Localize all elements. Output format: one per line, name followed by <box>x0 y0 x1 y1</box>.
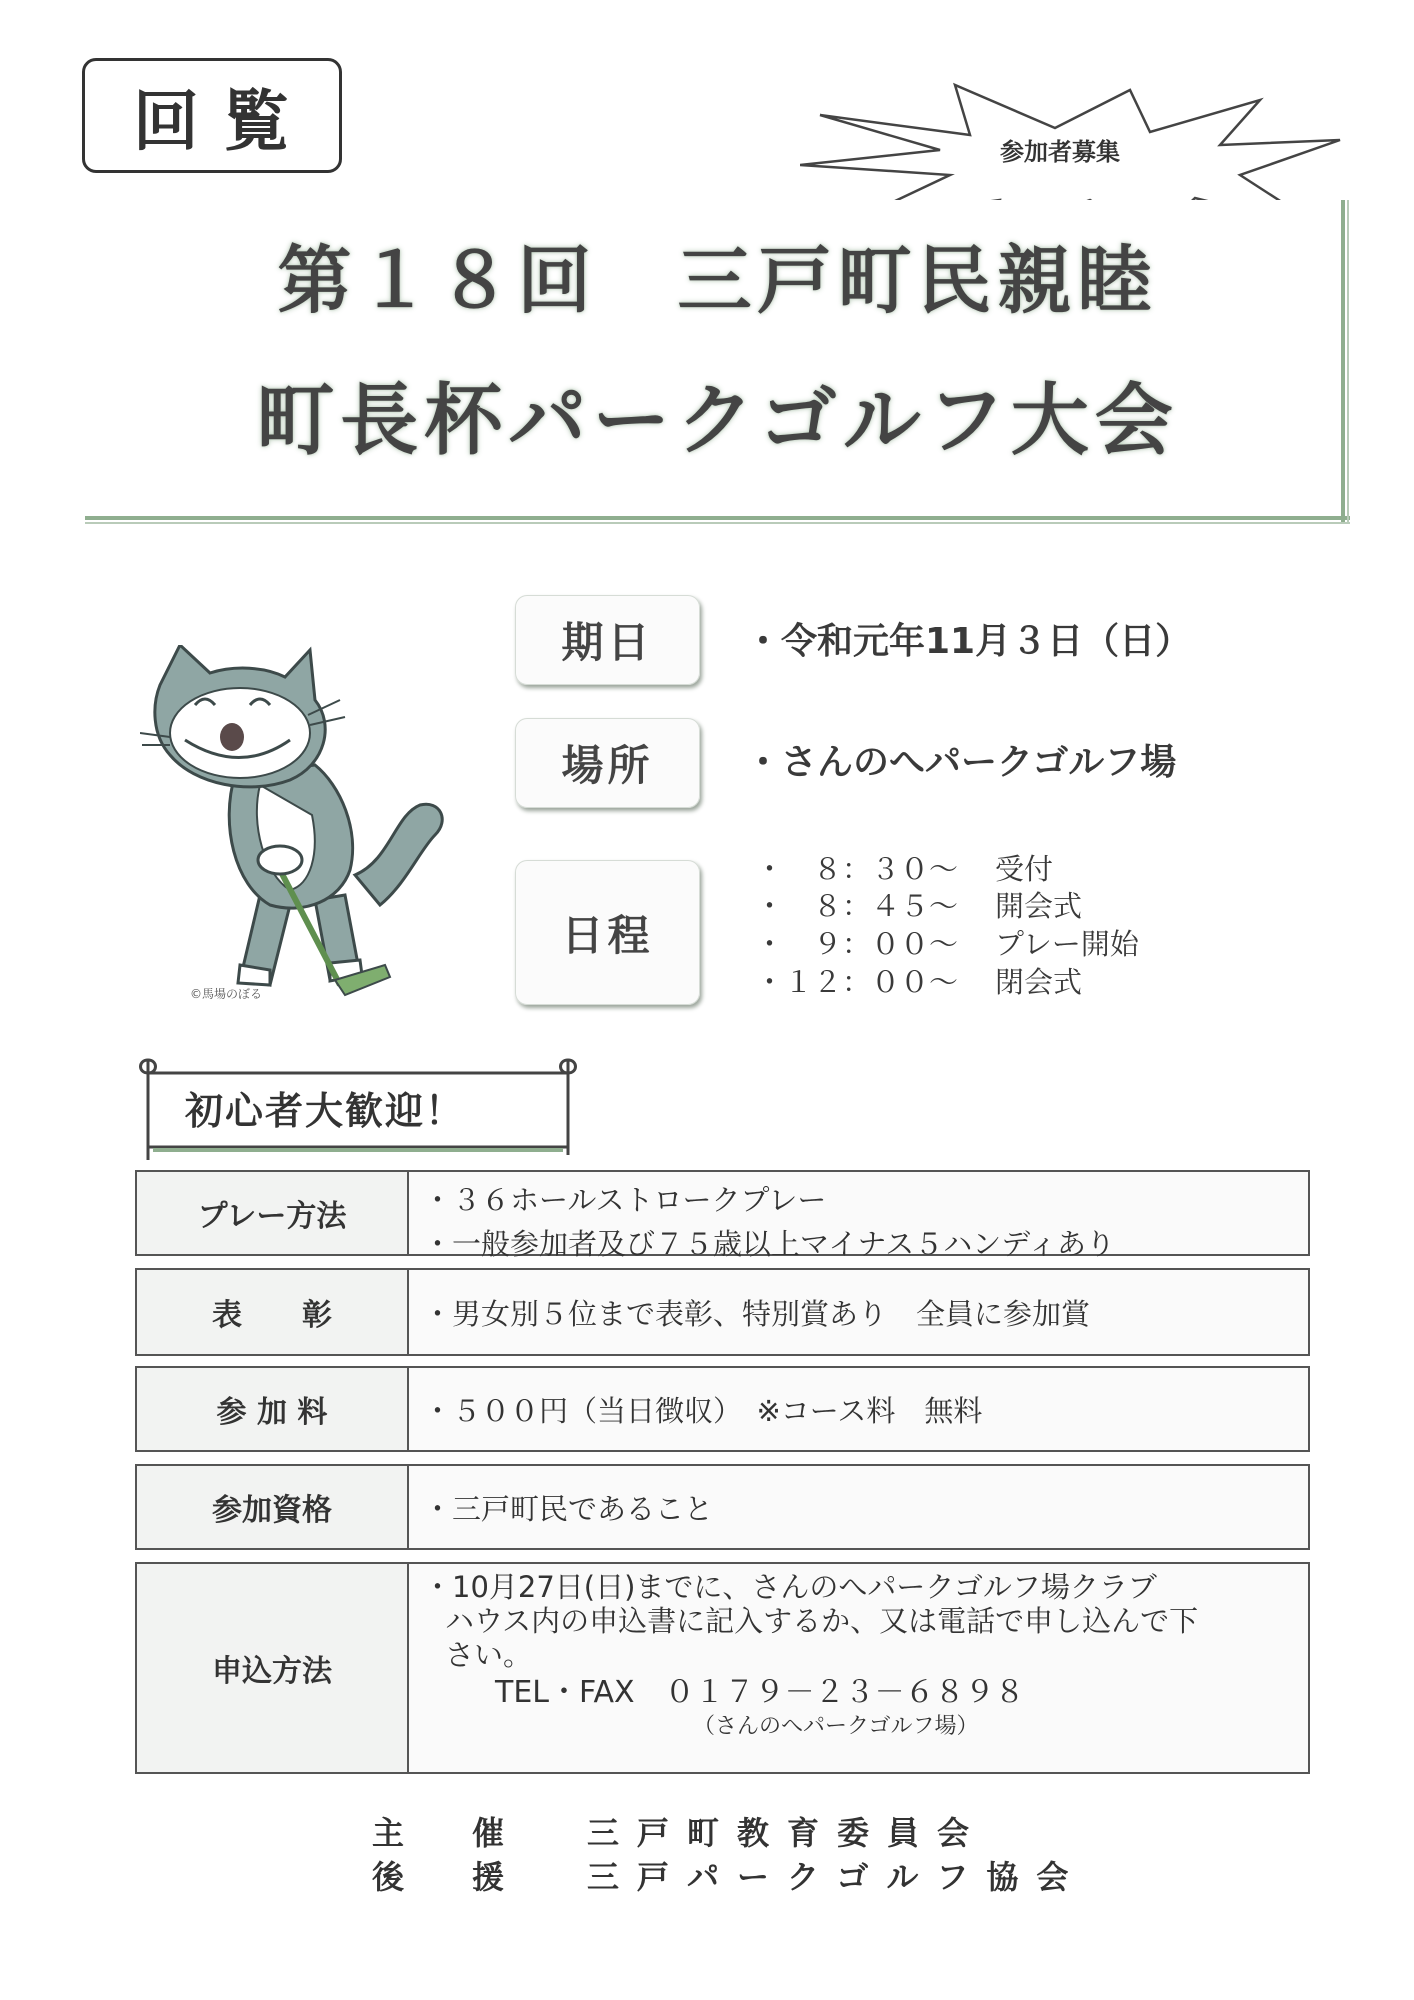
schedule-event: プレー開始 <box>995 927 1139 961</box>
schedule-time: ・ ８：４５～ <box>755 889 959 923</box>
qualification-header: 参加資格 <box>137 1466 409 1548</box>
illustration-credit: ©馬場のぼる <box>190 987 263 1001</box>
play-method-line: ・３６ホールストロークプレー <box>423 1183 827 1217</box>
table-row <box>135 1464 1310 1550</box>
fee-cell: ・５００円（当日徴収） ※コース料 無料 <box>423 1393 983 1428</box>
schedule-event: 受付 <box>995 852 1054 886</box>
schedule-event: 開会式 <box>995 889 1083 923</box>
cat-golfer-illustration <box>140 645 490 1005</box>
play-method-header: プレー方法 <box>137 1172 409 1254</box>
date-label: 期日 <box>515 595 700 685</box>
tel-fax: TEL・FAX ０１７９－２３－６８９８ <box>495 1675 1025 1710</box>
application-line: さい。 <box>445 1638 533 1672</box>
schedule-label: 日程 <box>515 860 700 1005</box>
schedule-event: 閉会式 <box>995 965 1083 999</box>
fee-header: 参 加 料 <box>137 1368 409 1450</box>
application-line: ハウス内の申込書に記入するか、又は電話で申し込んで下 <box>445 1604 1199 1638</box>
schedule-item <box>755 960 1082 1001</box>
schedule-time: ・１２：００～ <box>755 965 959 999</box>
table-row <box>135 1562 1310 1774</box>
place-value: ・さんのへパークゴルフ場 <box>745 742 1177 783</box>
application-line: ・10月27日(日)までに、さんのへパークゴルフ場クラブ <box>423 1570 1157 1604</box>
date-value: ・令和元年11月３日（日） <box>745 621 1192 662</box>
table-row <box>135 1268 1310 1356</box>
recruit-badge-text: 参加者募集 <box>1000 138 1120 166</box>
host-label: 主 催 <box>372 1814 523 1852</box>
schedule-item <box>755 847 1053 888</box>
place-label: 場所 <box>515 718 700 808</box>
award-cell: ・男女別５位まで表彰、特別賞あり 全員に参加賞 <box>423 1296 1091 1331</box>
host-row <box>372 1808 987 1854</box>
play-method-cell <box>409 1172 1308 1261</box>
play-method-line: ・一般参加者及び７５歳以上マイナス５ハンディあり <box>423 1227 1115 1261</box>
beginners-welcome-banner: 初心者大歓迎！ <box>185 1089 466 1133</box>
support-name: 三戸パークゴルフ協会 <box>587 1858 1087 1896</box>
support-row <box>372 1852 1086 1898</box>
title-line-1: 第１８回 三戸町民親睦 <box>277 238 1158 324</box>
tel-fax-note: （さんのへパークゴルフ場） <box>693 1714 979 1739</box>
host-name: 三戸町教育委員会 <box>587 1814 988 1852</box>
schedule-time: ・ ８：３０～ <box>755 852 959 886</box>
qualification-cell: ・三戸町民であること <box>423 1491 714 1526</box>
circulation-label: 回覧 <box>82 58 342 173</box>
application-header: 申込方法 <box>137 1564 409 1772</box>
table-row <box>135 1366 1310 1452</box>
table-row <box>135 1170 1310 1261</box>
application-cell <box>409 1564 1308 1772</box>
support-label: 後 援 <box>372 1858 523 1896</box>
schedule-time: ・ ９：００～ <box>755 927 959 961</box>
schedule-item <box>755 922 1139 963</box>
schedule-item <box>755 884 1082 925</box>
award-header: 表 彰 <box>137 1270 409 1354</box>
title-line-2: 町長杯パークゴルフ大会 <box>256 376 1179 466</box>
